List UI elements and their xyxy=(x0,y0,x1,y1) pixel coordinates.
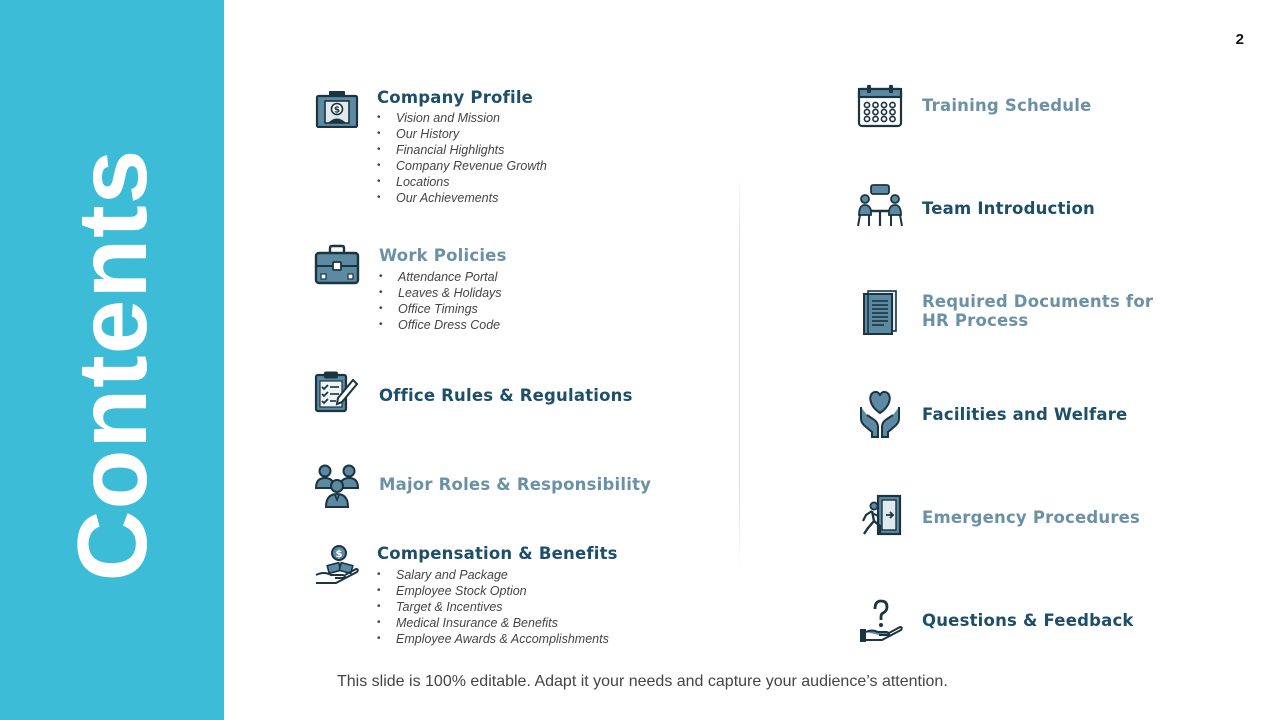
team-introduction-heading: Team Introduction xyxy=(922,199,1095,218)
compensation-bullets xyxy=(377,567,609,647)
emergency-procedures-item[interactable] xyxy=(860,494,1240,540)
major-roles-heading: Major Roles & Responsibility xyxy=(379,475,652,494)
list-item: • Salary and Package xyxy=(377,567,609,583)
document-icon xyxy=(862,289,898,335)
column-divider xyxy=(739,170,740,570)
required-documents-heading-line1: Required Documents for xyxy=(922,292,1154,311)
sidebar-title: Contents xyxy=(57,148,167,582)
facilities-welfare-heading: Facilities and Welfare xyxy=(922,405,1128,424)
list-item: • Attendance Portal xyxy=(379,269,502,285)
list-item: • Our History xyxy=(377,126,547,142)
list-item: • Employee Awards & Accomplishments xyxy=(377,631,609,647)
list-item: • Leaves & Holidays xyxy=(379,285,502,301)
footer-note: This slide is 100% editable. Adapt it your needs and capture your audience’s attention. xyxy=(337,673,948,690)
company-profile-heading: Company Profile xyxy=(377,88,534,107)
facilities-welfare-item[interactable] xyxy=(858,389,1238,439)
list-item: • Office Timings xyxy=(379,301,502,317)
required-documents-item[interactable] xyxy=(862,289,1242,339)
office-rules-item[interactable] xyxy=(314,370,714,416)
questions-feedback-item[interactable] xyxy=(858,598,1238,644)
hand-money-icon xyxy=(314,544,360,586)
major-roles-item[interactable] xyxy=(314,462,714,510)
team-introduction-item[interactable] xyxy=(856,184,1236,230)
list-item: • Target & Incentives xyxy=(377,599,609,615)
list-item: • Employee Stock Option xyxy=(377,583,609,599)
list-item: • Medical Insurance & Benefits xyxy=(377,615,609,631)
svg-text:$: $ xyxy=(335,549,343,560)
emergency-exit-icon xyxy=(860,494,904,538)
calendar-icon xyxy=(857,84,903,128)
list-item: • Locations xyxy=(377,174,547,190)
list-item: • Financial Highlights xyxy=(377,142,547,158)
company-profile-bullets xyxy=(377,110,547,206)
questions-feedback-heading: Questions & Feedback xyxy=(922,611,1134,630)
list-item: • Our Achievements xyxy=(377,190,547,206)
question-hand-icon xyxy=(858,598,904,644)
compensation-item[interactable] xyxy=(314,542,714,650)
training-schedule-item[interactable] xyxy=(857,84,1237,130)
office-rules-heading: Office Rules & Regulations xyxy=(379,386,633,405)
work-policies-item[interactable] xyxy=(314,244,714,339)
list-item: • Company Revenue Growth xyxy=(377,158,547,174)
heart-hands-icon xyxy=(858,389,902,439)
training-schedule-heading: Training Schedule xyxy=(922,96,1092,115)
required-documents-heading-line2: HR Process xyxy=(922,311,1029,330)
meeting-table-icon xyxy=(856,184,904,228)
team-people-icon xyxy=(314,462,360,510)
list-item: • Office Dress Code xyxy=(379,317,502,333)
briefcase-icon xyxy=(314,244,360,286)
work-policies-bullets xyxy=(379,269,502,333)
company-profile-item[interactable] xyxy=(314,86,714,211)
page-number: 2 xyxy=(1235,31,1244,48)
list-item: • Vision and Mission xyxy=(377,110,547,126)
compensation-heading: Compensation & Benefits xyxy=(377,544,618,563)
id-badge-dollar-icon xyxy=(315,90,359,128)
work-policies-heading: Work Policies xyxy=(379,246,507,265)
svg-text:$: $ xyxy=(333,105,341,116)
clipboard-checklist-icon xyxy=(314,370,358,414)
emergency-procedures-heading: Emergency Procedures xyxy=(922,508,1141,527)
sidebar xyxy=(0,0,224,720)
